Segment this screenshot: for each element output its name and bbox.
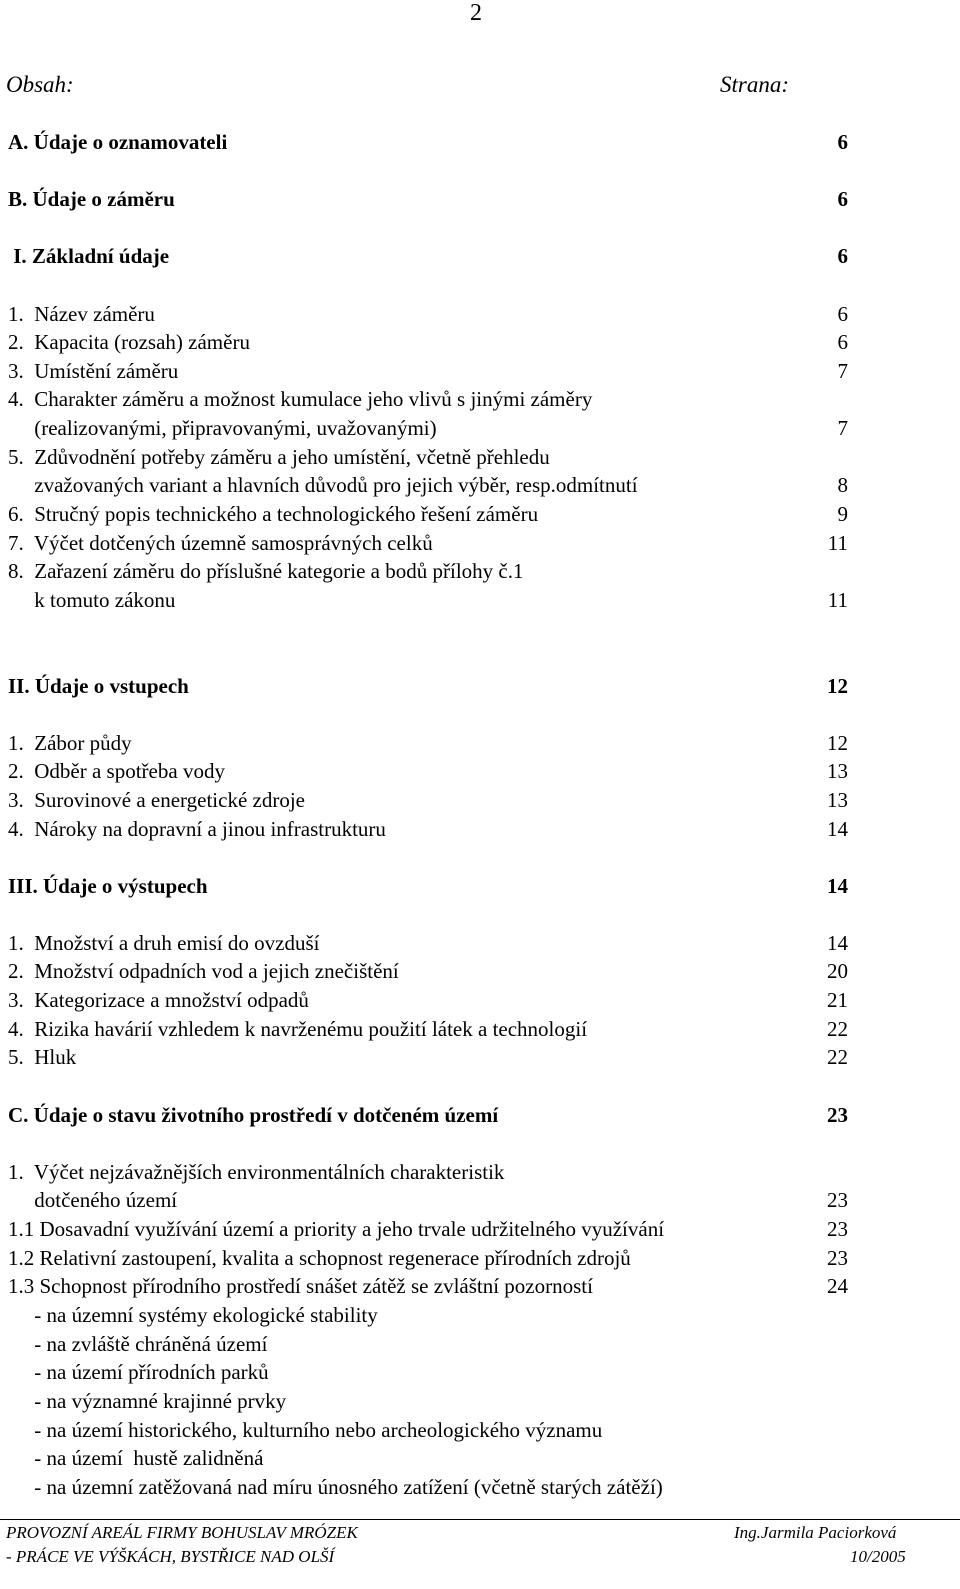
toc-page-number: 14 <box>827 817 848 841</box>
toc-row <box>8 443 848 471</box>
toc-page-number: 12 <box>827 674 848 698</box>
toc-label: 1. Množství a druh emisí do ovzduší <box>8 931 320 955</box>
toc-label: - na územní zatěžovaná nad míru únosného zatížení (včetně starých zátěží) <box>8 1475 663 1499</box>
toc-row <box>8 1186 848 1214</box>
toc-page-number: 6 <box>837 244 848 268</box>
toc-row <box>8 1101 848 1129</box>
toc-page-number: 12 <box>827 731 848 755</box>
toc-row <box>8 1015 848 1043</box>
toc-page-number: 6 <box>837 330 848 354</box>
toc-label: 1.2 Relativní zastoupení, kvalita a schopnost regenerace přírodních zdrojů <box>8 1246 631 1270</box>
toc-label: 3. Surovinové a energetické zdroje <box>8 788 306 812</box>
toc-label: (realizovanými, připravovanými, uvažovanými) <box>8 416 437 440</box>
toc-row <box>8 300 848 328</box>
toc-label: 2. Kapacita (rozsah) záměru <box>8 330 250 354</box>
toc-row <box>8 1272 848 1300</box>
toc-label: 7. Výčet dotčených územně samosprávných celků <box>8 531 433 555</box>
toc-row <box>8 986 848 1014</box>
toc-page-number: 14 <box>827 931 848 955</box>
toc-row <box>8 729 848 757</box>
toc-page-number: 23 <box>827 1103 848 1127</box>
toc-label: C. Údaje o stavu životního prostředí v dotčeném území <box>8 1103 499 1127</box>
toc-label: - na významné krajinné prvky <box>8 1389 287 1413</box>
toc-row <box>8 1444 848 1472</box>
toc-row <box>8 1158 848 1186</box>
toc-page-number: 22 <box>827 1045 848 1069</box>
toc-label: 5. Hluk <box>8 1045 77 1069</box>
toc-row <box>8 957 848 985</box>
toc-label: 1.1 Dosavadní využívání území a priority a jeho trvale udržitelného využívání <box>8 1217 665 1241</box>
toc-page-number: 7 <box>837 359 848 383</box>
toc-label: 3. Kategorizace a množství odpadů <box>8 988 309 1012</box>
toc-row <box>8 786 848 814</box>
toc-page-number: 13 <box>827 759 848 783</box>
toc-row <box>8 1416 848 1444</box>
toc-label: - na území přírodních parků <box>8 1360 269 1384</box>
toc-row <box>8 1387 848 1415</box>
toc-row <box>8 757 848 785</box>
toc-label: B. Údaje o záměru <box>8 187 175 211</box>
toc-page-number: 23 <box>827 1188 848 1212</box>
toc-label: III. Údaje o výstupech <box>8 874 208 898</box>
toc-row <box>8 1473 848 1501</box>
footer-author: Ing.Jarmila Paciorková <box>734 1523 897 1542</box>
toc-label: 1. Název záměru <box>8 302 155 326</box>
toc-page-number: 22 <box>827 1017 848 1041</box>
toc-label: 4. Charakter záměru a možnost kumulace jeho vlivů s jinými záměry <box>8 387 593 411</box>
contents-heading: Obsah: <box>6 72 74 97</box>
toc-row <box>8 672 848 700</box>
toc-label: 3. Umístění záměru <box>8 359 179 383</box>
toc-row <box>8 1358 848 1386</box>
toc-row <box>8 328 848 356</box>
toc-label: II. Údaje o vstupech <box>8 674 189 698</box>
footer-project-line1: PROVOZNÍ AREÁL FIRMY BOHUSLAV MRÓZEK <box>6 1523 358 1542</box>
toc-row <box>8 128 848 156</box>
toc-page-number: 11 <box>827 531 848 555</box>
toc-row <box>8 1043 848 1071</box>
toc-page-number: 9 <box>837 502 848 526</box>
toc-label: k tomuto zákonu <box>8 588 176 612</box>
toc-row <box>8 185 848 213</box>
toc-page-number: 14 <box>827 874 848 898</box>
toc-page-number: 21 <box>827 988 848 1012</box>
toc-label: zvažovaných variant a hlavních důvodů pro jejich výběr, resp.odmítnutí <box>8 473 638 497</box>
toc-row <box>8 500 848 528</box>
toc-page-number: 6 <box>837 187 848 211</box>
page-column-heading: Strana: <box>720 72 789 97</box>
toc-label: 2. Množství odpadních vod a jejich znečištění <box>8 959 399 983</box>
toc-page-number: 23 <box>827 1246 848 1270</box>
toc-page-number: 7 <box>837 416 848 440</box>
toc-row <box>8 1301 848 1329</box>
toc-row <box>8 357 848 385</box>
toc-row <box>8 471 848 499</box>
toc-page-number: 11 <box>827 588 848 612</box>
toc-label: 6. Stručný popis technického a technologického řešení záměru <box>8 502 539 526</box>
toc-label: 1. Výčet nejzávažnějších environmentálních charakteristik <box>8 1160 505 1184</box>
toc-label: 4. Nároky na dopravní a jinou infrastrukturu <box>8 817 386 841</box>
toc-page-number: 20 <box>827 959 848 983</box>
toc-row <box>8 1215 848 1243</box>
footer-divider <box>0 1519 960 1520</box>
toc-row <box>8 872 848 900</box>
footer-project-line2: - PRÁCE VE VÝŠKÁCH, BYSTŘICE NAD OLŠÍ <box>6 1547 335 1566</box>
toc-label: 2. Odběr a spotřeba vody <box>8 759 225 783</box>
toc-row <box>8 414 848 442</box>
toc-label: A. Údaje o oznamovateli <box>8 130 228 154</box>
toc-label: I. Základní údaje <box>8 244 170 268</box>
toc-row <box>8 529 848 557</box>
toc-label: - na územní systémy ekologické stability <box>8 1303 378 1327</box>
toc-row <box>8 385 848 413</box>
toc-label: - na území hustě zalidněná <box>8 1446 264 1470</box>
toc-row <box>8 242 848 270</box>
page-number: 2 <box>470 0 482 26</box>
toc-page-number: 23 <box>827 1217 848 1241</box>
footer-date: 10/2005 <box>850 1547 906 1566</box>
toc-row <box>8 815 848 843</box>
toc-row <box>8 929 848 957</box>
toc-page-number: 6 <box>837 302 848 326</box>
toc-label: 1. Zábor půdy <box>8 731 132 755</box>
toc-label: 1.3 Schopnost přírodního prostředí snášet zátěž se zvláštní pozorností <box>8 1274 593 1298</box>
toc-page-number: 13 <box>827 788 848 812</box>
toc-label: dotčeného území <box>8 1188 178 1212</box>
toc-page-number: 6 <box>837 130 848 154</box>
toc-row <box>8 1330 848 1358</box>
toc-row <box>8 586 848 614</box>
toc-label: 4. Rizika havárií vzhledem k navrženému použití látek a technologií <box>8 1017 588 1041</box>
toc-label: 5. Zdůvodnění potřeby záměru a jeho umístění, včetně přehledu <box>8 445 550 469</box>
toc-row <box>8 557 848 585</box>
toc-page-number: 24 <box>827 1274 848 1298</box>
toc-label: - na území historického, kulturního nebo archeologického významu <box>8 1418 603 1442</box>
toc-row <box>8 1244 848 1272</box>
toc-label: 8. Zařazení záměru do příslušné kategorie a bodů přílohy č.1 <box>8 559 524 583</box>
toc-label: - na zvláště chráněná území <box>8 1332 268 1356</box>
toc-page-number: 8 <box>837 473 848 497</box>
